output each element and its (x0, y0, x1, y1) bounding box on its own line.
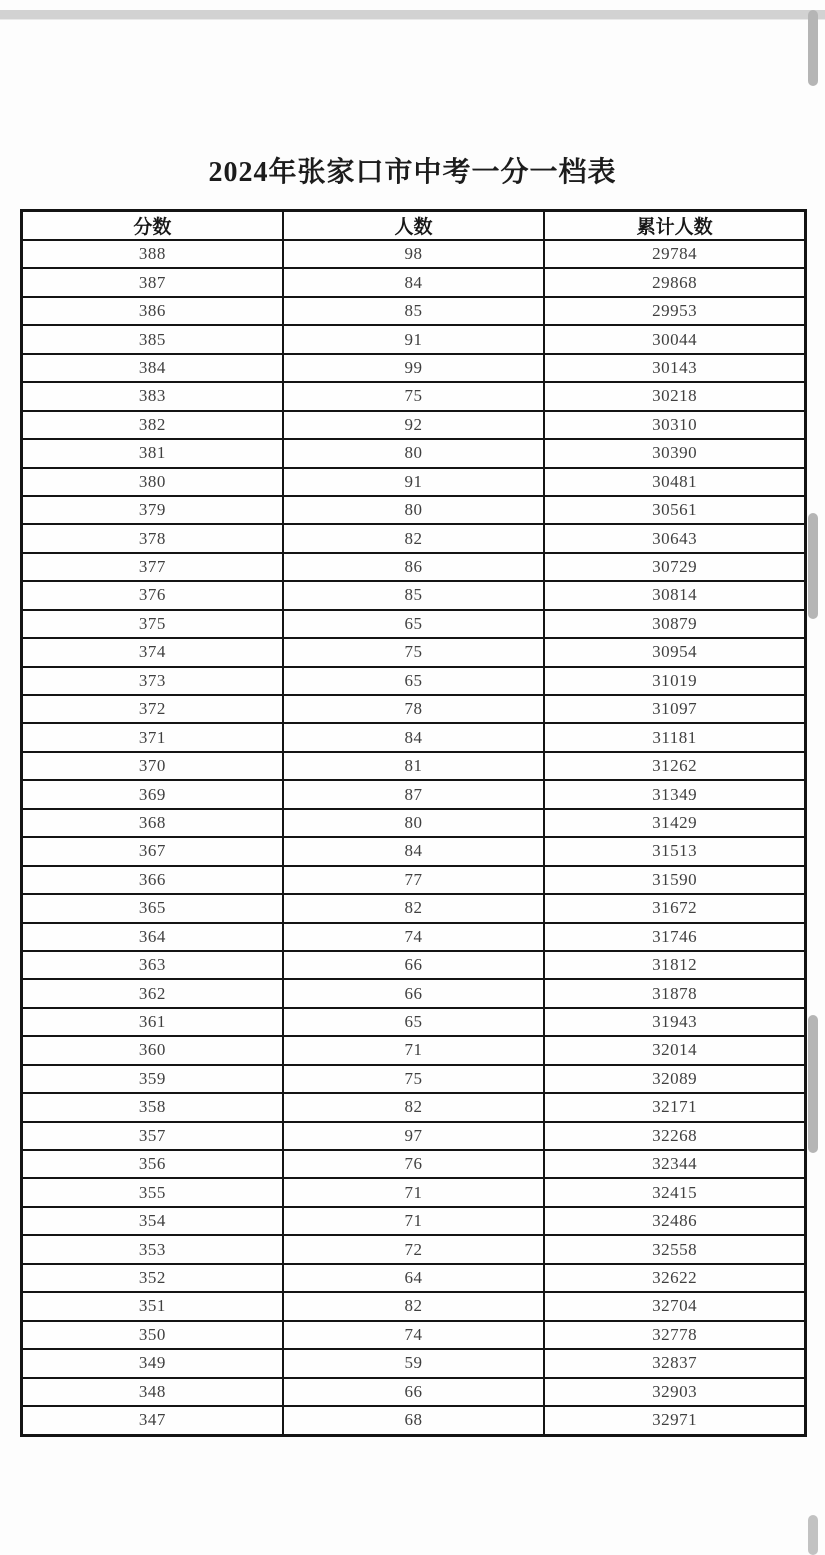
count-cell: 65 (283, 610, 544, 638)
score-cell: 369 (22, 780, 283, 808)
table-row (22, 1065, 806, 1093)
score-cell: 378 (22, 524, 283, 552)
count-cell: 66 (283, 1378, 544, 1406)
count-cell: 74 (283, 1321, 544, 1349)
table-row (22, 894, 806, 922)
count-cell: 66 (283, 951, 544, 979)
score-cell: 354 (22, 1207, 283, 1235)
score-cell: 376 (22, 581, 283, 609)
table-row (22, 951, 806, 979)
count-cell: 66 (283, 979, 544, 1007)
table-row (22, 979, 806, 1007)
cumulative-cell: 29953 (544, 297, 805, 325)
cumulative-cell: 32971 (544, 1406, 805, 1436)
table-row (22, 524, 806, 552)
table-row (22, 1378, 806, 1406)
table-row (22, 268, 806, 296)
table-row (22, 1036, 806, 1064)
cumulative-cell: 32903 (544, 1378, 805, 1406)
table-row (22, 1178, 806, 1206)
score-cell: 387 (22, 268, 283, 296)
cumulative-cell: 31349 (544, 780, 805, 808)
score-cell: 372 (22, 695, 283, 723)
score-cell: 368 (22, 809, 283, 837)
table-row (22, 1264, 806, 1292)
count-cell: 74 (283, 923, 544, 951)
cumulative-cell: 30954 (544, 638, 805, 666)
table-row (22, 1093, 806, 1121)
cumulative-cell: 31181 (544, 723, 805, 751)
score-cell: 358 (22, 1093, 283, 1121)
table-row (22, 240, 806, 268)
score-cell: 377 (22, 553, 283, 581)
count-cell: 99 (283, 354, 544, 382)
score-cell: 388 (22, 240, 283, 268)
count-cell: 72 (283, 1235, 544, 1263)
count-cell: 82 (283, 894, 544, 922)
cumulative-cell: 31097 (544, 695, 805, 723)
table-row (22, 553, 806, 581)
score-cell: 351 (22, 1292, 283, 1320)
count-cell: 80 (283, 439, 544, 467)
count-cell: 85 (283, 581, 544, 609)
cumulative-cell: 30814 (544, 581, 805, 609)
table-header-row (22, 211, 806, 241)
count-cell: 85 (283, 297, 544, 325)
scrollbar-thumb-upper[interactable] (808, 513, 818, 619)
table-row (22, 780, 806, 808)
cumulative-cell: 31019 (544, 667, 805, 695)
cumulative-cell: 30561 (544, 496, 805, 524)
cumulative-cell: 30643 (544, 524, 805, 552)
cumulative-cell: 31262 (544, 752, 805, 780)
table-row (22, 581, 806, 609)
cumulative-cell: 31590 (544, 866, 805, 894)
table-row (22, 1321, 806, 1349)
score-cell: 350 (22, 1321, 283, 1349)
table-row (22, 638, 806, 666)
score-cell: 361 (22, 1008, 283, 1036)
count-cell: 82 (283, 524, 544, 552)
cumulative-cell: 32704 (544, 1292, 805, 1320)
cumulative-cell: 30044 (544, 325, 805, 353)
cumulative-cell: 32837 (544, 1349, 805, 1377)
table-row (22, 752, 806, 780)
score-cell: 380 (22, 468, 283, 496)
count-cell: 80 (283, 496, 544, 524)
table-row (22, 411, 806, 439)
table-row (22, 439, 806, 467)
score-cell: 384 (22, 354, 283, 382)
count-header: 人数 (283, 211, 544, 241)
count-cell: 71 (283, 1178, 544, 1206)
scrollbar-thumb-top[interactable] (808, 10, 818, 86)
score-cell: 357 (22, 1122, 283, 1150)
count-cell: 91 (283, 468, 544, 496)
table-row (22, 382, 806, 410)
cumulative-cell: 30729 (544, 553, 805, 581)
count-cell: 87 (283, 780, 544, 808)
table-row (22, 354, 806, 382)
table-row (22, 1292, 806, 1320)
cumulative-cell: 31812 (544, 951, 805, 979)
cumulative-cell: 32558 (544, 1235, 805, 1263)
table-row (22, 468, 806, 496)
count-cell: 84 (283, 723, 544, 751)
count-cell: 84 (283, 268, 544, 296)
cumulative-cell: 31943 (544, 1008, 805, 1036)
cumulative-cell: 29784 (544, 240, 805, 268)
scrollbar-thumb-lower[interactable] (808, 1015, 818, 1153)
table-row (22, 496, 806, 524)
score-cell: 379 (22, 496, 283, 524)
score-cell: 348 (22, 1378, 283, 1406)
count-cell: 76 (283, 1150, 544, 1178)
cumulative-cell: 30218 (544, 382, 805, 410)
score-cell: 375 (22, 610, 283, 638)
table-row (22, 1406, 806, 1436)
table-row (22, 723, 806, 751)
score-cell: 352 (22, 1264, 283, 1292)
cumulative-cell: 32171 (544, 1093, 805, 1121)
cumulative-cell: 32486 (544, 1207, 805, 1235)
count-cell: 77 (283, 866, 544, 894)
count-cell: 65 (283, 667, 544, 695)
score-cell: 382 (22, 411, 283, 439)
score-cell: 349 (22, 1349, 283, 1377)
score-cell: 365 (22, 894, 283, 922)
count-cell: 80 (283, 809, 544, 837)
table-row (22, 809, 806, 837)
score-header: 分数 (22, 211, 283, 241)
count-cell: 91 (283, 325, 544, 353)
score-cell: 366 (22, 866, 283, 894)
score-cell: 370 (22, 752, 283, 780)
count-cell: 78 (283, 695, 544, 723)
table-row (22, 1150, 806, 1178)
table-row (22, 923, 806, 951)
scrollbar-thumb-bottom[interactable] (808, 1515, 818, 1555)
table-head (22, 211, 806, 241)
score-cell: 353 (22, 1235, 283, 1263)
table-row (22, 667, 806, 695)
count-cell: 92 (283, 411, 544, 439)
count-cell: 82 (283, 1292, 544, 1320)
count-cell: 71 (283, 1036, 544, 1064)
score-cell: 360 (22, 1036, 283, 1064)
count-cell: 75 (283, 638, 544, 666)
cumulative-cell: 30390 (544, 439, 805, 467)
cumulative-cell: 32622 (544, 1264, 805, 1292)
score-cell: 371 (22, 723, 283, 751)
cumulative-cell: 30310 (544, 411, 805, 439)
cumulative-cell: 29868 (544, 268, 805, 296)
score-cell: 364 (22, 923, 283, 951)
score-cell: 386 (22, 297, 283, 325)
table-row (22, 1008, 806, 1036)
score-cell: 362 (22, 979, 283, 1007)
table-body (22, 240, 806, 1436)
cumulative-cell: 31672 (544, 894, 805, 922)
score-cell: 363 (22, 951, 283, 979)
cumulative-cell: 32344 (544, 1150, 805, 1178)
count-cell: 98 (283, 240, 544, 268)
cumulative-cell: 31878 (544, 979, 805, 1007)
count-cell: 65 (283, 1008, 544, 1036)
score-cell: 383 (22, 382, 283, 410)
count-cell: 97 (283, 1122, 544, 1150)
cumulative-cell: 30143 (544, 354, 805, 382)
score-cell: 355 (22, 1178, 283, 1206)
table-row (22, 610, 806, 638)
cumulative-cell: 32268 (544, 1122, 805, 1150)
cumulative-cell: 32089 (544, 1065, 805, 1093)
count-cell: 81 (283, 752, 544, 780)
score-cell: 359 (22, 1065, 283, 1093)
score-cell: 373 (22, 667, 283, 695)
cumulative-cell: 30879 (544, 610, 805, 638)
score-table (20, 209, 807, 1437)
score-cell: 367 (22, 837, 283, 865)
table-row (22, 1235, 806, 1263)
table-row (22, 837, 806, 865)
score-cell: 385 (22, 325, 283, 353)
cumulative-cell: 32778 (544, 1321, 805, 1349)
count-cell: 86 (283, 553, 544, 581)
score-cell: 347 (22, 1406, 283, 1436)
table-row (22, 1349, 806, 1377)
cumulative-cell: 31513 (544, 837, 805, 865)
score-cell: 381 (22, 439, 283, 467)
count-cell: 75 (283, 382, 544, 410)
table-row (22, 1122, 806, 1150)
table-row (22, 1207, 806, 1235)
count-cell: 84 (283, 837, 544, 865)
table-row (22, 866, 806, 894)
table-row (22, 325, 806, 353)
page-title: 2024年张家口市中考一分一档表 (208, 157, 617, 188)
cumulative-cell: 30481 (544, 468, 805, 496)
count-cell: 59 (283, 1349, 544, 1377)
score-cell: 374 (22, 638, 283, 666)
cumulative-header: 累计人数 (544, 211, 805, 241)
table-row (22, 695, 806, 723)
cumulative-cell: 31746 (544, 923, 805, 951)
cumulative-cell: 31429 (544, 809, 805, 837)
cumulative-cell: 32415 (544, 1178, 805, 1206)
count-cell: 68 (283, 1406, 544, 1436)
count-cell: 64 (283, 1264, 544, 1292)
score-cell: 356 (22, 1150, 283, 1178)
count-cell: 75 (283, 1065, 544, 1093)
count-cell: 71 (283, 1207, 544, 1235)
cumulative-cell: 32014 (544, 1036, 805, 1064)
top-scrollbar-track (0, 10, 825, 20)
count-cell: 82 (283, 1093, 544, 1121)
table-row (22, 297, 806, 325)
